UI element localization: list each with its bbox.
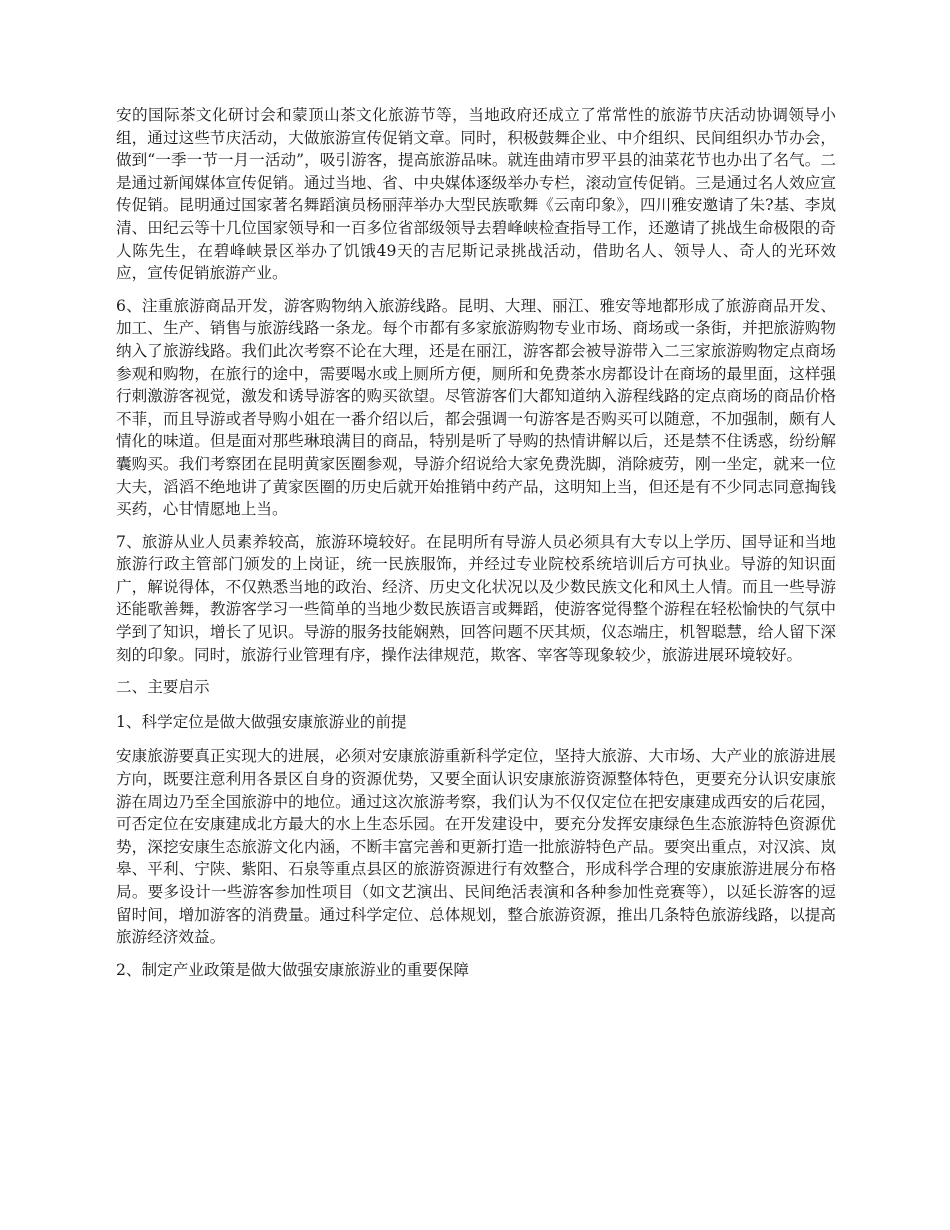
subheading-industry-policy: 2、制定产业政策是做大做强安康旅游业的重要保障 [116,960,469,979]
subheading-scientific-positioning: 1、科学定位是做大做强安康旅游业的前提 [116,712,407,731]
document-body [116,104,836,993]
paragraph-staff-quality: 7、旅游从业人员素养较高，旅游环境较好。在昆明所有导游人员必须具有大专以上学历、国导证和当地旅游行政主管部门颁发的上岗证，统一民族服饰，并经过专业院校系统培训后方可执业。导游的知识面广，解说得体，不仅熟悉当地的政治、经济、历史文化状况以及少数民族文化和风土人情。而且一些导游还能歌善舞，教游客学习一些简单的当地少数民族语言或舞蹈，使游客觉得整个游程在轻松愉快的气氛中学到了知识，增长了见识。导游的服务技能娴熟，回答问题不厌其烦，仪态端庄，机智聪慧，给人留下深刻的印象。同时，旅游行业管理有序，操作法律规范，欺客、宰客等现象较少，旅游进展环境较好。 [116,532,836,664]
section-heading-main-insights: 二、主要启示 [116,678,210,697]
paragraph-shopping-products: 6、注重旅游商品开发，游客购物纳入旅游线路。昆明、大理、丽江、雅安等地都形成了旅游商品开发、加工、生产、销售与旅游线路一条龙。每个市都有多家旅游购物专业市场、商场或一条街，并把旅游购物纳入了旅游线路。我们此次考察不论在大理，还是在丽江，游客都会被导游带入二三家旅游购物定点商场参观和购物，在旅行的途中，需要喝水或上厕所方便，厕所和免费茶水房都设计在商场的最里面，这样强行刺激游客视觉，激发和诱导游客的购买欲望。尽管游客们大都知道纳入游程线路的定点商场的商品价格不菲，而且导游或者导购小姐在一番介绍以后，都会强调一句游客是否购买可以随意，不加强制，颇有人情化的味道。但是面对那些琳琅满目的商品，特别是听了导购的热情讲解以后，还是禁不住诱惑，纷纷解囊购买。我们考察团在昆明黄家医圈参观，导游介绍说给大家免费洗脚，消除疲劳，刚一坐定，就来一位大夫，滔滔不绝地讲了黄家医圈的历史后就开始推销中药产品，这明知上当，但还是有不少同志同意掏钱买药，心甘情愿地上当。 [116,296,836,519]
paragraph-festival-promotion: 安的国际茶文化研讨会和蒙顶山茶文化旅游节等，当地政府还成立了常常性的旅游节庆活动协调领导小组，通过这些节庆活动，大做旅游宣传促销文章。同时，积极鼓舞企业、中介组织、民间组织办节办会，做到“一季一节一月一活动”，吸引游客，提高旅游品味。就连曲靖市罗平县的油菜花节也办出了名气。二是通过新闻媒体宣传促销。通过当地、省、中央媒体逐级举办专栏，滚动宣传促销。三是通过名人效应宣传促销。昆明通过国家著名舞蹈演员杨丽萍举办大型民族歌舞《云南印象》，四川雅安邀请了朱?基、李岚清、田纪云等十几位国家领导和一百多位省部级领导去碧峰峡检查指导工作，还邀请了挑战生命极限的奇人陈先生，在碧峰峡景区举办了饥饿49天的吉尼斯记录挑战活动，借助名人、领导人、奇人的光环效应，宣传促销旅游产业。 [116,106,836,283]
paragraph-ankang-positioning: 安康旅游要真正实现大的进展，必须对安康旅游重新科学定位，坚持大旅游、大市场、大产业的旅游进展方向，既要注意利用各景区自身的资源优势，又要全面认识安康旅游资源整体特色，更要充分认识安康旅游在周边乃至全国旅游中的地位。通过这次旅游考察，我们认为不仅仅定位在把安康建成西安的后花园，可否定位在安康建成北方最大的水上生态乐园。在开发建设中，要充分发挥安康绿色生态旅游特色资源优势，深挖安康生态旅游文化内涵，不断丰富完善和更新打造一批旅游特色产品。要突出重点，对汉滨、岚皋、平利、宁陕、紫阳、石泉等重点县区的旅游资源进行有效整合，形成科学合理的安康旅游进展分布格局。要多设计一些游客参加性项目（如文艺演出、民间绝活表演和各种参加性竞赛等），以延长游客的逗留时间，增加游客的消费量。通过科学定位、总体规划，整合旅游资源，推出几条特色旅游线路，以提高旅游经济效益。 [116,747,836,947]
